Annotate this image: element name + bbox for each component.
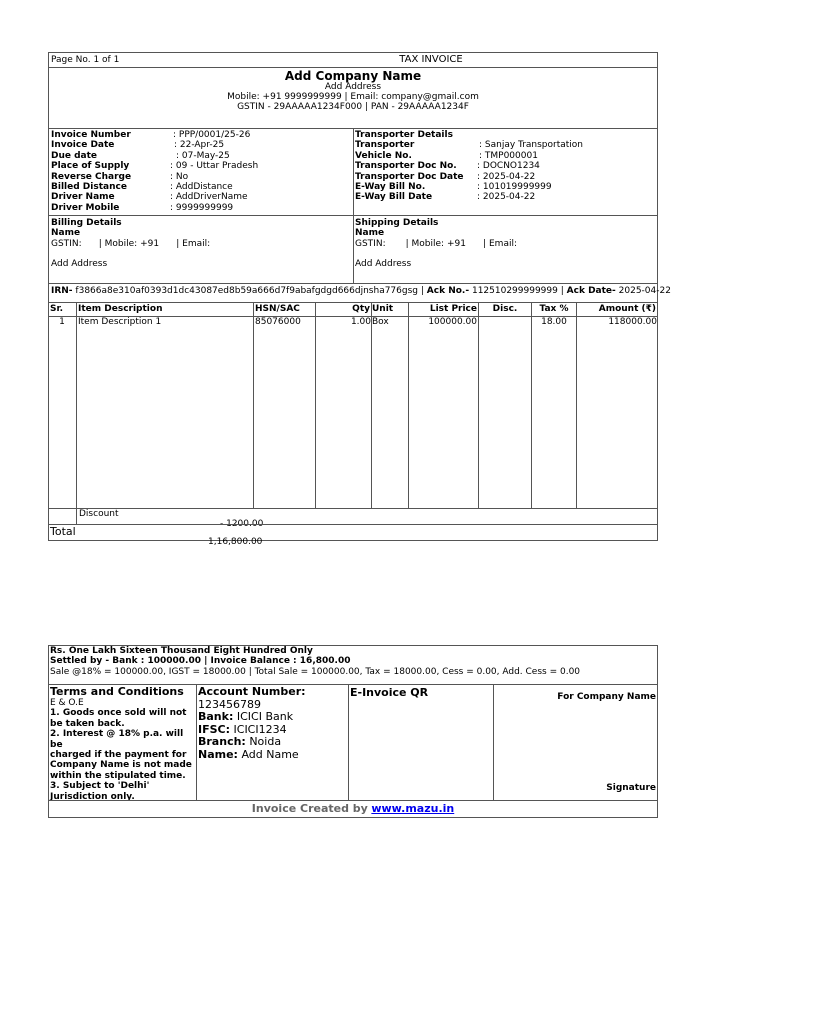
item-tax: 18.00 <box>541 317 567 327</box>
shipping-heading: Shipping Details <box>355 218 439 228</box>
transporter-details <box>355 130 655 214</box>
billing-address: Add Address <box>51 259 108 270</box>
item-qty: 1.00 <box>350 317 371 327</box>
for-company-name: For Company Name <box>557 692 656 702</box>
transporter-label: Transporter <box>355 140 415 151</box>
created-by-text: Invoice Created by <box>251 802 368 815</box>
place-of-supply-label: Place of Supply <box>51 161 130 172</box>
amount-in-words: Rs. One Lakh Sixteen Thousand Eight Hundred Only <box>50 646 313 656</box>
due-date-value: : 07-May-25 <box>176 150 230 161</box>
transporter-doc-date-value: : 2025-04-22 <box>477 171 536 182</box>
eway-bill-no-label: E-Way Bill No. <box>355 182 426 192</box>
billing-contact: GSTIN: | Mobile: +91 | Email: <box>51 238 211 249</box>
ack-date-label: Ack Date- <box>566 286 616 296</box>
page-number: Page No. 1 of 1 <box>51 55 120 65</box>
ack-no-label: Ack No.- <box>426 286 470 296</box>
vehicle-no-value: : TMP000001 <box>479 150 538 161</box>
company-gstin-pan: GSTIN - 29AAAAA1234F000 | PAN - 29AAAAA1234F <box>237 102 469 112</box>
irn-label: IRN- <box>51 286 73 296</box>
bank-details <box>198 686 346 762</box>
shipping-details <box>355 218 655 270</box>
item-amount: 118000.00 <box>608 317 657 327</box>
item-sr: 1 <box>59 317 65 327</box>
col-tax: Tax % <box>539 304 569 314</box>
terms-line: charged if the payment for <box>50 750 187 761</box>
name-value: Add Name <box>241 747 299 761</box>
shipping-address: Add Address <box>355 259 412 270</box>
col-unit: Unit <box>372 304 394 314</box>
transporter-doc-no-label: Transporter Doc No. <box>355 161 457 172</box>
signature-label: Signature <box>606 783 656 793</box>
name-label: Name: <box>198 747 238 761</box>
invoice-number-label: Invoice Number <box>51 130 131 140</box>
billing-heading: Billing Details <box>51 218 122 228</box>
eway-bill-date-value: : 2025-04-22 <box>477 192 536 203</box>
items-table-header <box>48 304 658 316</box>
driver-name-value: : AddDriverName <box>170 192 248 203</box>
terms-line: 2. Interest @ 18% p.a. will be <box>50 729 184 750</box>
billing-details <box>51 218 351 270</box>
vehicle-no-label: Vehicle No. <box>355 150 412 161</box>
mazu-link[interactable]: www.mazu.in <box>371 802 455 815</box>
terms-heading: Terms and Conditions <box>50 685 184 698</box>
invoice-top-section <box>48 52 658 541</box>
einvoice-qr-heading: E-Invoice QR <box>350 686 429 699</box>
eway-bill-no-value: : 101019999999 <box>477 182 552 192</box>
invoice-date-label: Invoice Date <box>51 140 115 151</box>
sale-breakdown: Sale @18% = 100000.00, IGST = 18000.00 | Total Sale = 100000.00, Tax = 18000.00, Cess = 0.00, Add. Cess = 0.00 <box>50 667 581 677</box>
reverse-charge-label: Reverse Charge <box>51 171 132 182</box>
account-number-label: Account Number: <box>198 685 306 698</box>
col-list-price: List Price <box>429 304 477 314</box>
billed-distance-label: Billed Distance <box>51 182 127 192</box>
bank-label: Bank: <box>198 710 234 724</box>
irn-row <box>51 286 671 296</box>
ack-date-value: 2025-04-22 <box>618 286 671 296</box>
driver-mobile-value: : 9999999999 <box>170 202 234 213</box>
discount-value: - 1200.00 <box>220 519 264 529</box>
table-row <box>48 317 658 329</box>
bank-value: ICICI Bank <box>236 710 294 724</box>
ifsc-label: IFSC: <box>198 722 231 736</box>
transporter-doc-date-label: Transporter Doc Date <box>355 171 464 182</box>
transporter-value: : Sanjay Transportation <box>479 140 584 151</box>
total-value: 1,16,800.00 <box>208 537 263 547</box>
doc-title: TAX INVOICE <box>399 54 463 65</box>
company-name: Add Company Name <box>284 69 422 83</box>
irn-separator: | <box>420 286 424 296</box>
col-amount: Amount (₹) <box>598 304 656 314</box>
col-disc: Disc. <box>492 304 518 314</box>
terms-line: within the stipulated time. <box>50 770 186 781</box>
account-number-value: 123456789 <box>198 697 261 711</box>
irn-value: f3866a8e310af0393d1dc43087ed8b59a666d7f9abafgdgd666djnsha776gsg <box>75 286 418 296</box>
due-date-label: Due date <box>51 150 98 161</box>
shipping-contact: GSTIN: | Mobile: +91 | Email: <box>355 238 517 249</box>
footer <box>48 802 658 815</box>
ack-no-value: 112510299999999 <box>471 286 558 296</box>
ifsc-value: ICICI1234 <box>233 722 287 736</box>
item-unit: Box <box>372 317 389 327</box>
eway-bill-date-label: E-Way Bill Date <box>355 192 433 203</box>
place-of-supply-value: : 09 - Uttar Pradesh <box>170 161 259 172</box>
col-qty: Qty <box>352 304 370 314</box>
shipping-name: Name <box>355 228 385 239</box>
terms-line: be taken back. <box>50 718 125 729</box>
item-description: Item Description 1 <box>78 317 162 327</box>
billing-name: Name <box>51 228 81 239</box>
transporter-heading: Transporter Details <box>355 130 453 140</box>
item-hsn: 85076000 <box>255 317 301 327</box>
invoice-date-value: : 22-Apr-25 <box>174 140 225 151</box>
terms-and-conditions <box>50 686 196 802</box>
total-label: Total <box>50 525 76 538</box>
company-address: Add Address <box>324 82 382 92</box>
col-sr: Sr. <box>50 304 64 314</box>
terms-line: Jurisdiction only. <box>50 791 135 802</box>
item-list-price: 100000.00 <box>428 317 477 327</box>
transporter-doc-no-value: : DOCNO1234 <box>477 161 540 172</box>
terms-line: 1. Goods once sold will not <box>50 708 187 719</box>
col-hsn-sac: HSN/SAC <box>255 304 300 314</box>
terms-eoe: E & O.E <box>50 698 84 708</box>
discount-label: Discount <box>79 509 119 519</box>
billed-distance-value: : AddDistance <box>170 182 233 192</box>
terms-line: Company Name is not made <box>50 760 192 771</box>
col-item-description: Item Description <box>78 304 163 314</box>
driver-mobile-label: Driver Mobile <box>51 202 120 213</box>
reverse-charge-value: : No <box>170 171 189 182</box>
terms-line: 3. Subject to 'Delhi' <box>50 781 150 792</box>
driver-name-label: Driver Name <box>51 192 115 203</box>
settled-by: Settled by - Bank : 100000.00 | Invoice Balance : 16,800.00 <box>50 656 351 666</box>
branch-value: Noida <box>249 735 282 749</box>
branch-label: Branch: <box>198 735 246 749</box>
ack-separator: | <box>560 286 564 296</box>
invoice-details <box>51 130 351 214</box>
invoice-number-value: : PPP/0001/25-26 <box>173 130 251 140</box>
company-contact: Mobile: +91 9999999999 | Email: company@gmail.com <box>227 92 479 102</box>
